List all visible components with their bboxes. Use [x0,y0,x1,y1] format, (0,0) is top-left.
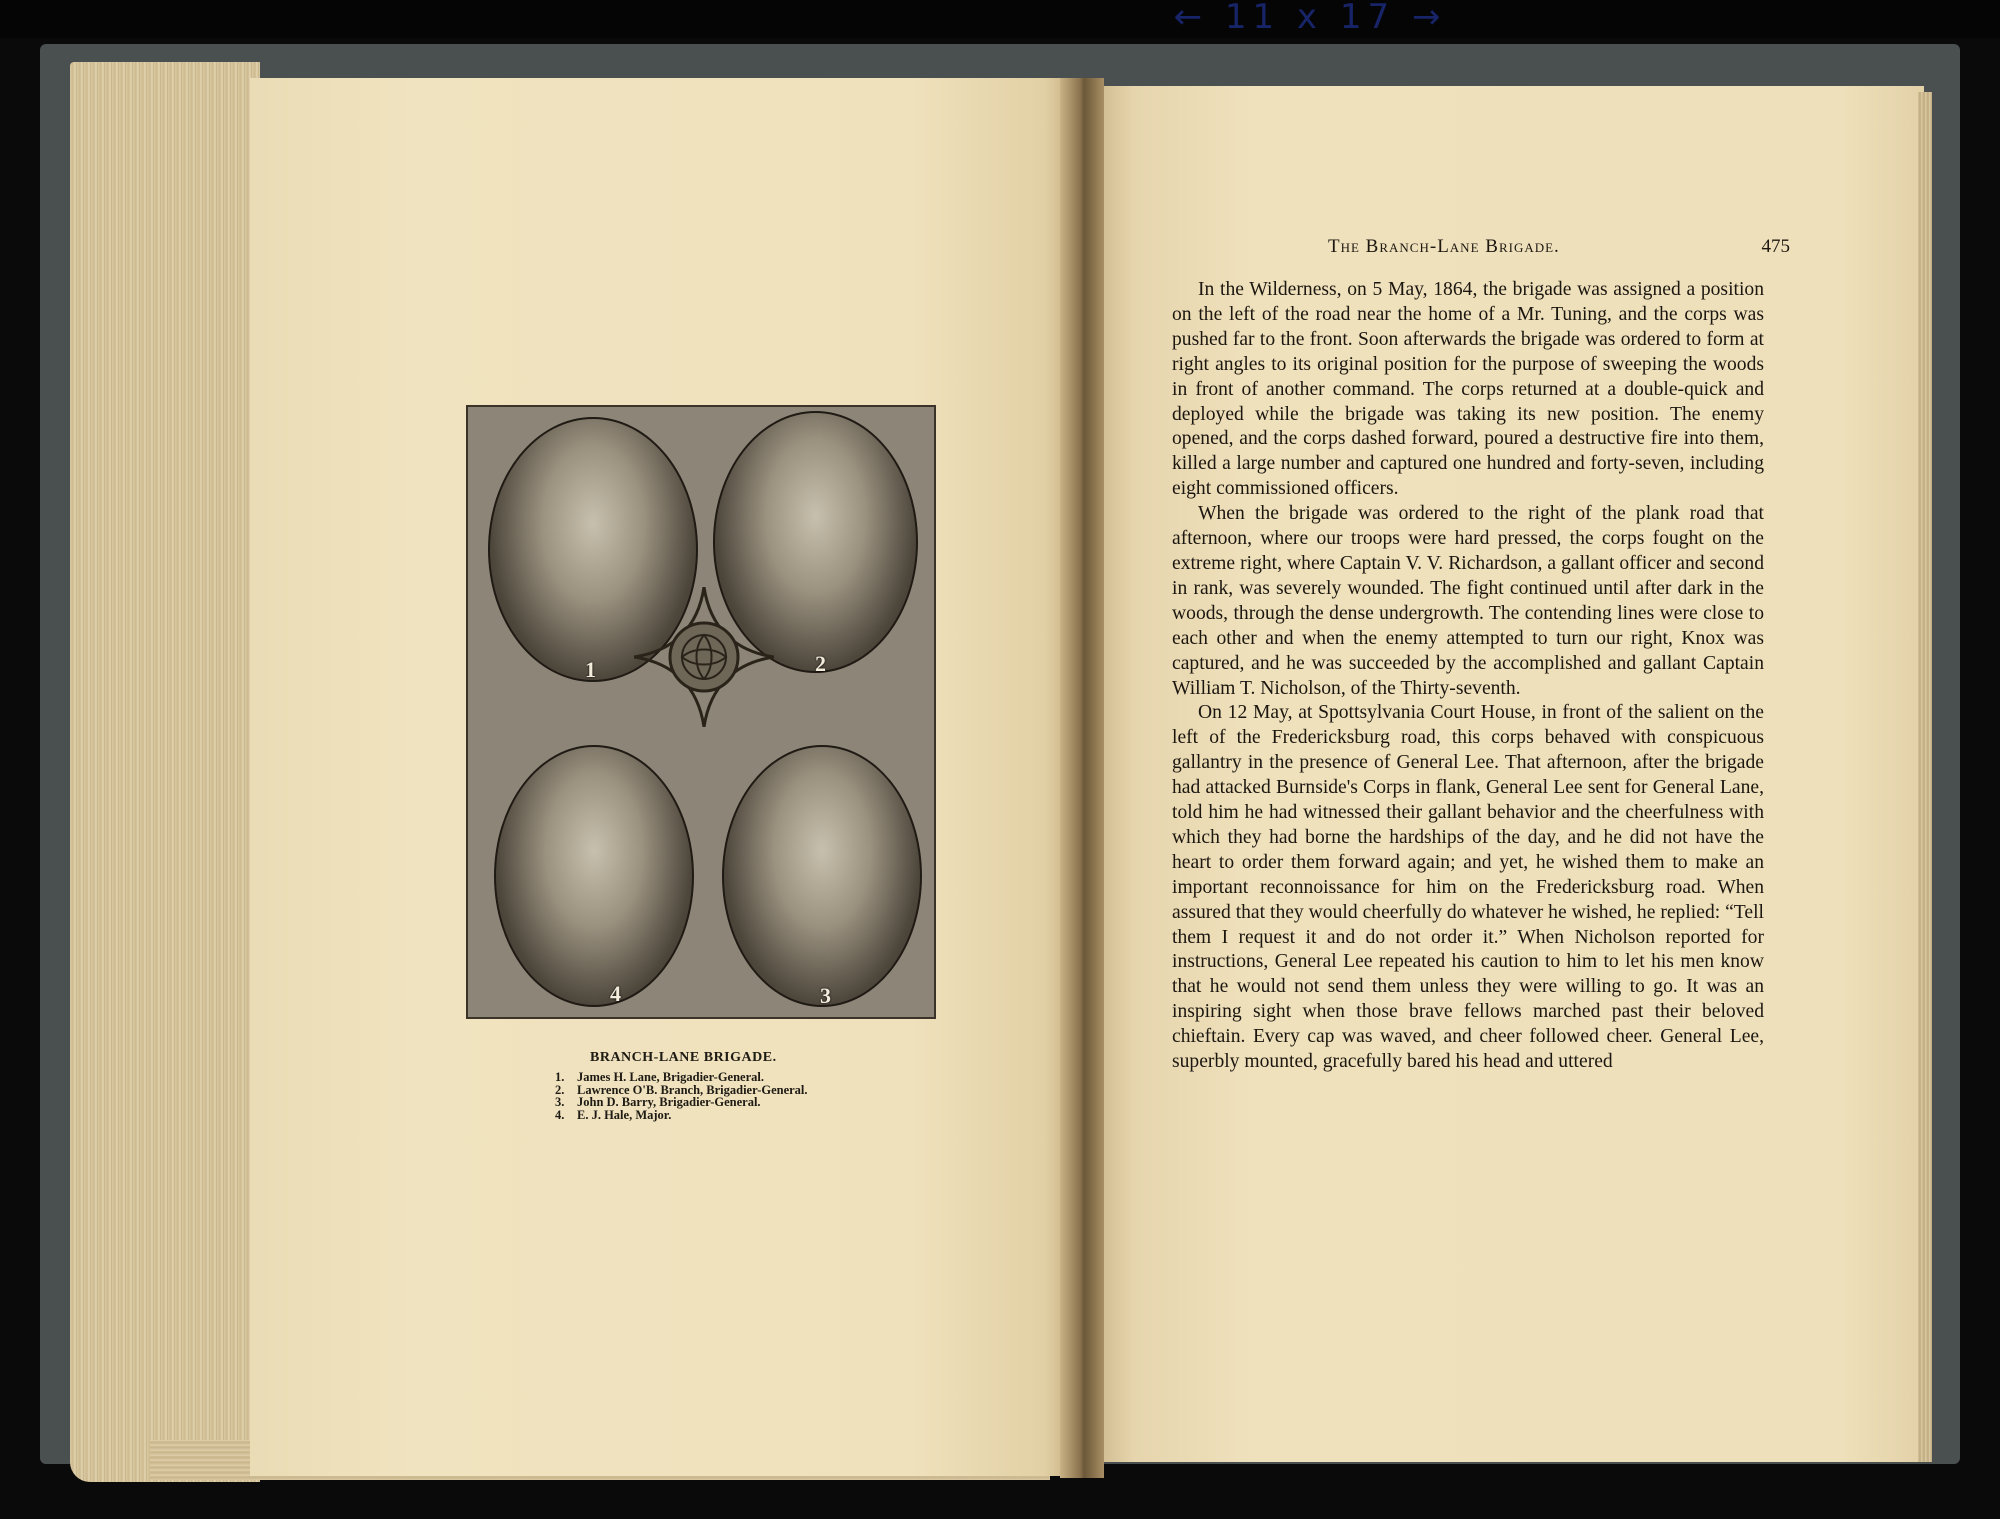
scan-top-bar [0,0,2000,38]
portrait-3 [722,745,922,1007]
portrait-number-1: 1 [585,657,596,682]
caption-item: 4. E. J. Hale, Major. [555,1107,672,1122]
body-text [1172,278,1764,1075]
portrait-number-4: 4 [610,981,621,1006]
page-number: 475 [1761,236,1790,257]
page-edges-right [1918,92,1932,1462]
paragraph: In the Wilderness, on 5 May, 1864, the brigade was assigned a position on the left of the road near the home of a Mr. Tuning, and the corps was pushed far to the front. Soon afterwards the brigade was ordered to form at right angles to its original position for the purpose of sweeping the woods in front of another command. The corps returned at a double-quick and deployed while the brigade was taking its new position. The enemy opened, and the corps dashed forward, poured a destructive fire into them, killed a large number and captured one hundred and forty-seven, including eight commissioned officers. [1172,279,1764,500]
plate-caption-list [555,1071,915,1121]
portrait-plate [466,405,936,1019]
caption-item: 2. Lawrence O'B. Branch, Brigadier-General. [555,1082,808,1097]
portrait-number-2: 2 [815,651,826,676]
paragraph: On 12 May, at Spottsylvania Court House, in front of the salient on the left of the Fredericksburg road, this corps behaved with conspicuous gallantry in the presence of General Lee. That afternoon, after the brigade had attacked Burnside's Corps in flank, General Lee sent for General Lane, told him he had witnessed their gallant behavior and the cheerfulness with which they had borne the hardships of the day, and he did not have the heart to order them forward again; and yet, he wished them to make an important reconnoissance for him on the Fredericksburg road. When assured that they would cheerfully do whatever he wished, he replied: “Tell them I request it and do not order it.” When Nicholson reported for instructions, General Lee repeated his caution to him to let his men know that he would not send them unless they were willing to go. It was an inspiring sight when those brave fellows marched past their beloved chieftain. Every cap was waved, and cheer followed cheer. General Lee, superbly mounted, gracefully bared his head and uttered [1172,702,1764,1073]
scan-scale-label: ← 11 x 17 → [1173,0,1447,37]
caption-item: 3. John D. Barry, Brigadier-General. [555,1095,761,1109]
portrait-number-3: 3 [820,983,831,1008]
page-edges-left [70,62,260,1482]
ornament-icon [634,587,774,727]
running-head: The Branch-Lane Brigade. [1328,236,1560,257]
book-gutter [1060,78,1104,1478]
paragraph: When the brigade was ordered to the right of the plank road that afternoon, where our troops were hard pressed, the corps fought on the extreme right, where Captain V. V. Richardson, a gallant officer and second in rank, was severely wounded. The fight continued until after dark in the woods, through the dense undergrowth. The contending lines were close to each other and when the enemy attempted to turn our right, Knox was captured, and he was succeeded by the accomplished and gallant Captain William T. Nicholson, of the Thirty-seventh. [1172,503,1764,699]
portrait-4 [494,745,694,1007]
caption-item: 1. James H. Lane, Brigadier-General. [555,1070,765,1084]
plate-caption-title: BRANCH-LANE BRIGADE. [590,1050,777,1065]
